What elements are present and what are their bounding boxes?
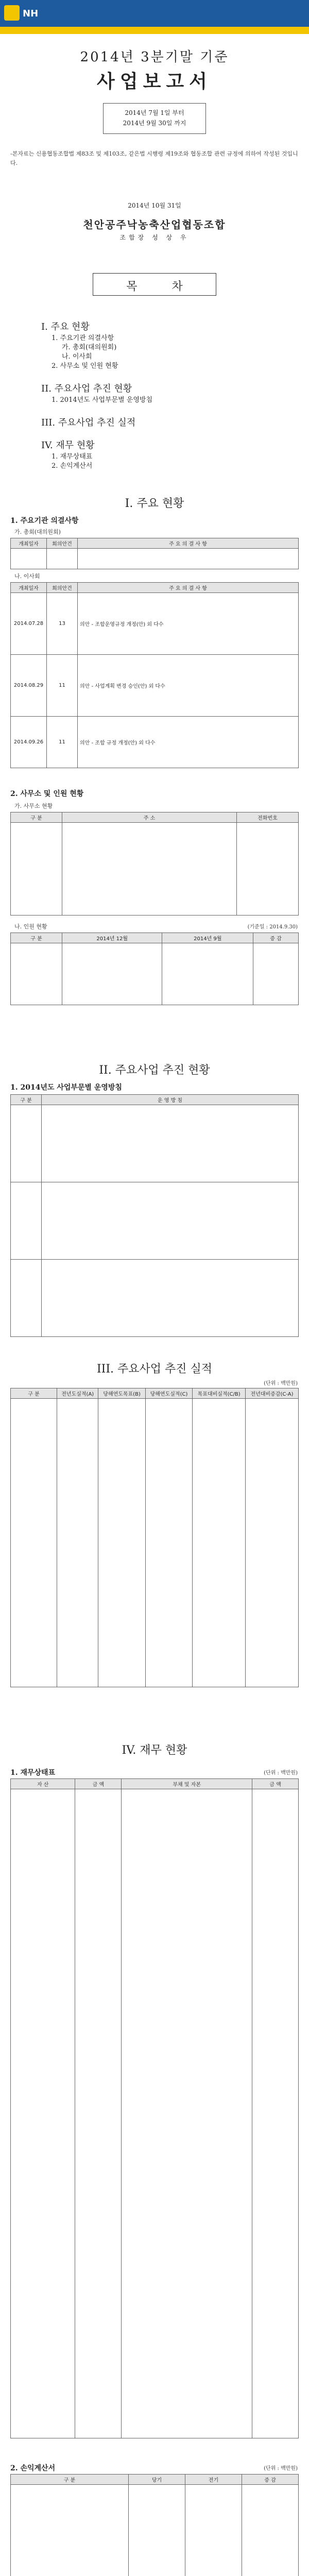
col-header: 구 분 <box>11 812 62 823</box>
balance-sheet-table <box>10 1778 299 2438</box>
unit-label: (단위 : 백만원) <box>264 1770 298 1776</box>
col-header: 금 액 <box>252 1779 299 1789</box>
col-header: 회의안건 <box>47 538 78 549</box>
doc-subtitle: 사업보고서 <box>97 71 212 92</box>
toc-item[interactable]: 2. 손익계산서 <box>52 462 93 470</box>
table-cell: 2014.09.26 <box>11 717 47 768</box>
col-header: 자 산 <box>11 1779 75 1789</box>
general-meeting-table <box>10 538 299 569</box>
unit-label: (단위 : 백만원) <box>264 2466 298 2471</box>
org-name: 천안공주낙농축산업협동조합 <box>83 218 226 231</box>
col-header: 구 분 <box>11 2475 129 2485</box>
table-cell: 의안 - 조합 규정 개정(안) 외 다수 <box>78 717 299 768</box>
col-header: 구 분 <box>11 933 62 943</box>
col-header: 당해연도실적(C) <box>145 1388 192 1399</box>
toc-item[interactable]: 나. 이사회 <box>62 353 92 361</box>
col-header: 2014년 9월 <box>162 933 253 943</box>
unit-label: (기준일 : 2014.9.30) <box>247 924 298 930</box>
sub-title: 1. 2014년도 사업부문별 운영방침 <box>10 1083 122 1092</box>
table-cell: 2014.07.28 <box>11 593 47 655</box>
sub-title: 2. 손익계산서 <box>10 2464 56 2472</box>
col-header: 주 소 <box>62 812 237 823</box>
col-header: 운 영 방 침 <box>42 1095 299 1105</box>
section-title: IV. 재무 현황 <box>122 1744 187 1757</box>
table-cell: 13 <box>47 593 78 655</box>
toc-item[interactable]: 2. 사무소 및 인원 현황 <box>52 362 118 370</box>
notice-text: -본자료는 신용협동조합법 제83조 및 제103조, 같은법 시행령 제19조와 협동조합 관련 규정에 의하여 작성된 것입니다. <box>10 150 298 166</box>
col-header: 전년도실적(A) <box>57 1388 98 1399</box>
col-header: 당해연도목표(B) <box>98 1388 145 1399</box>
col-header: 개최일자 <box>11 538 47 549</box>
office-table <box>10 812 299 916</box>
col-header: 전년대비증감(C-A) <box>246 1388 299 1399</box>
toc-heading: 목 차 <box>93 273 216 296</box>
sub-label: 나. 이사회 <box>14 573 40 580</box>
toc-item[interactable]: 1. 2014년도 사업부문별 운영방침 <box>52 396 153 404</box>
income-statement-table <box>10 2474 299 2576</box>
col-header: 주 요 의 결 사 항 <box>78 583 299 593</box>
sub-title: 1. 재무상태표 <box>10 1769 56 1777</box>
col-header: 구 분 <box>11 1388 57 1399</box>
table-cell: 의안 - 조합운영규정 개정(안) 외 다수 <box>78 593 299 655</box>
unit-label: (단위 : 백만원) <box>264 1381 298 1386</box>
sub-label: 가. 사무소 현황 <box>14 803 53 809</box>
header-stripe <box>0 27 309 34</box>
org-representative: 조합장 성 상 우 <box>119 234 190 241</box>
col-header: 증 감 <box>253 933 299 943</box>
col-header: 개최일자 <box>11 583 47 593</box>
toc-section[interactable]: I. 주요 현황 <box>41 321 90 332</box>
section-title: III. 주요사업 추진 실적 <box>96 1363 213 1376</box>
section-title: II. 주요사업 추진 현황 <box>99 1064 210 1077</box>
col-header: 증 감 <box>242 2475 299 2485</box>
staff-table <box>10 933 299 1005</box>
period-line: 2014년 9월 30일 까지 <box>123 120 186 127</box>
sub-title: 1. 주요기관 의결사항 <box>10 517 79 525</box>
period-line: 2014년 7월 1일 부터 <box>125 109 184 116</box>
col-header: 전화번호 <box>237 812 299 823</box>
policy-table <box>10 1094 299 1337</box>
sub-label: 나. 인원 현황 <box>14 923 47 930</box>
table-cell: 11 <box>47 717 78 768</box>
toc-section[interactable]: IV. 재무 현황 <box>41 440 95 451</box>
toc-section[interactable]: III. 주요사업 추진 실적 <box>41 417 136 428</box>
table-cell: 11 <box>47 655 78 717</box>
logo-text: NH <box>23 8 39 19</box>
report-date: 2014년 10월 31일 <box>128 202 181 209</box>
col-header: 전기 <box>185 2475 242 2485</box>
col-header: 구 분 <box>11 1095 42 1105</box>
table-cell: 2014.08.29 <box>11 655 47 717</box>
performance-table <box>10 1388 299 1687</box>
col-header: 목표대비실적(C/B) <box>193 1388 246 1399</box>
col-header: 당기 <box>129 2475 185 2485</box>
toc-item[interactable]: 가. 총회(대의원회) <box>62 344 117 351</box>
col-header: 2014년 12월 <box>62 933 162 943</box>
doc-title: 2014년 3분기말 기준 <box>80 49 229 65</box>
col-header: 금 액 <box>75 1779 122 1789</box>
nh-logo-icon <box>4 5 20 21</box>
toc-section[interactable]: II. 주요사업 추진 현황 <box>41 383 132 394</box>
col-header: 주 요 의 결 사 항 <box>78 538 299 549</box>
table-cell: 의안 - 사업계획 변경 승인(안) 외 다수 <box>78 655 299 717</box>
toc-item[interactable]: 1. 주요기관 의결사항 <box>52 334 114 342</box>
sub-label: 가. 총회(대의원회) <box>14 529 61 535</box>
header-bar <box>0 0 309 27</box>
toc-item[interactable]: 1. 재무상태표 <box>52 453 93 461</box>
col-header: 부채 및 자본 <box>122 1779 252 1789</box>
section-title: I. 주요 현황 <box>125 497 184 510</box>
col-header: 회의안건 <box>47 583 78 593</box>
period-box <box>103 103 206 134</box>
sub-title: 2. 사무소 및 인원 현황 <box>10 790 84 798</box>
board-meeting-table <box>10 582 299 768</box>
